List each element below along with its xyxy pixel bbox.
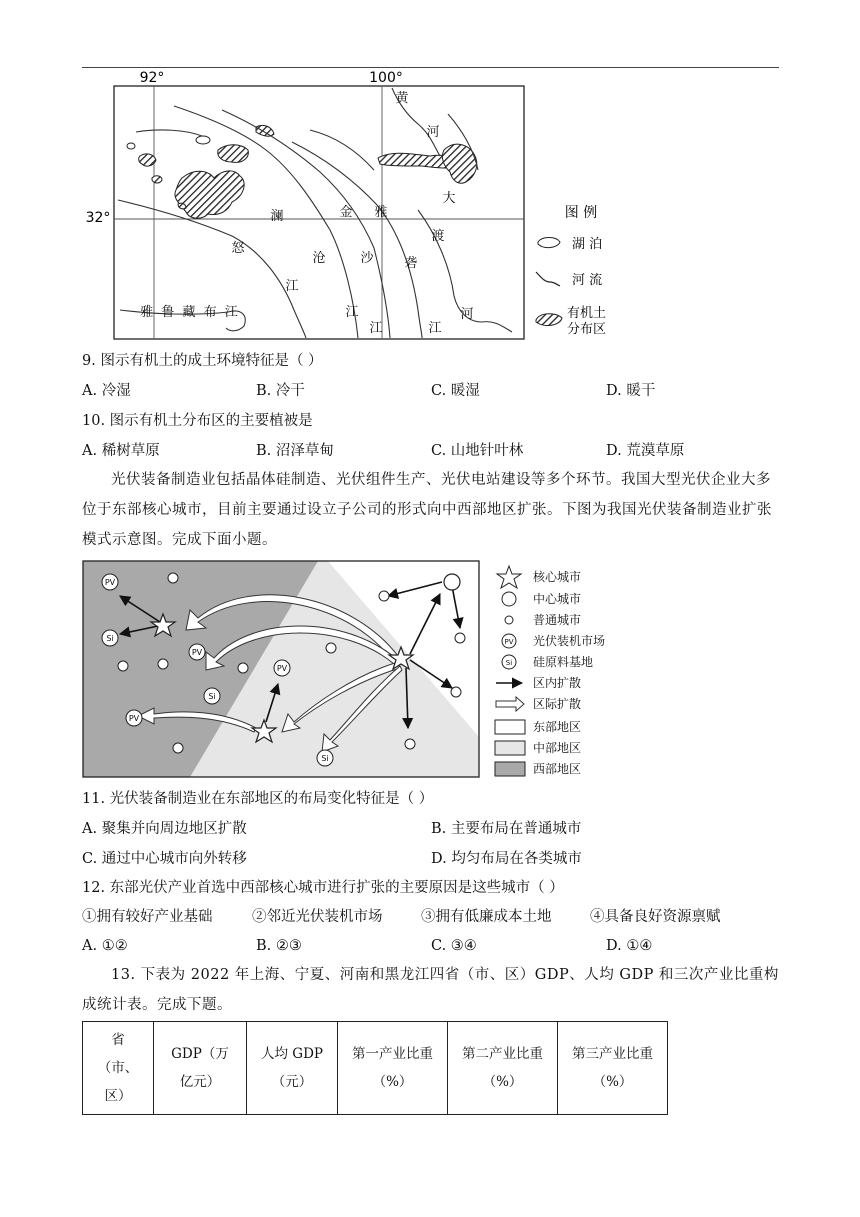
legend-core-icon: [497, 566, 521, 588]
map2-legend: [495, 566, 605, 776]
lat-label-32: 32°: [85, 210, 111, 226]
legend-normal-icon: [505, 616, 513, 624]
legend-inter-label: 区际扩散: [533, 697, 582, 711]
q12-item-4: ④具备良好资源禀赋: [590, 909, 721, 925]
center-city: [444, 574, 460, 590]
pv-label-3: PV: [276, 664, 288, 673]
legend-lake-label: 湖 泊: [572, 237, 603, 252]
label-lancang-2: 沧: [312, 251, 326, 266]
legend-si-icon-text: Si: [505, 659, 513, 667]
legend-intra-label: 区内扩散: [533, 676, 582, 690]
organic-soil-area-strip: [256, 125, 274, 136]
normal-city-7: [379, 591, 389, 601]
header-rule: [82, 67, 779, 68]
si-label-1: Si: [106, 634, 114, 643]
legend-middle-swatch: [495, 741, 525, 755]
legend-pv-icon-text: PV: [504, 638, 514, 646]
legend-si-label: 硅原料基地: [533, 655, 594, 669]
lon-label-100: 100°: [369, 70, 403, 86]
legend-organic-label-1: 有机土: [567, 306, 607, 321]
label-dadu-1: 大: [442, 191, 456, 206]
organic-soil-area-left: [139, 154, 156, 166]
q11-option-d[interactable]: D. 均匀布局在各类城市: [431, 851, 582, 867]
pv-label-4: PV: [128, 714, 140, 723]
legend-center-icon: [502, 592, 516, 606]
legend-west-swatch: [495, 762, 525, 776]
normal-city-5: [173, 743, 183, 753]
q12-stem: 12. 东部光伏产业首选中西部核心城市进行扩张的主要原因是这些城市（ ）: [82, 880, 564, 896]
normal-city-8: [455, 633, 465, 643]
normal-city-6: [326, 643, 336, 653]
legend-inter-icon: [496, 697, 524, 711]
table-header-row: [83, 1022, 668, 1115]
legend-normal-label: 普通城市: [533, 613, 582, 627]
legend-river-icon: [536, 272, 560, 286]
lake-1: [196, 136, 210, 144]
organic-soil-area-small: [152, 176, 162, 183]
si-label-2: Si: [208, 692, 216, 701]
table-header-gdp: GDP（万 亿元）: [154, 1022, 247, 1115]
label-nu-2: 江: [285, 279, 299, 294]
q12-item-1: ①拥有较好产业基础: [82, 909, 213, 925]
q10-option-b[interactable]: B. 沼泽草甸: [256, 443, 334, 459]
organic-soil-area-large: [175, 171, 244, 218]
river-trib-2: [310, 130, 374, 170]
organic-soil-area-right: [218, 145, 249, 163]
q11-option-c[interactable]: C. 通过中心城市向外转移: [82, 851, 247, 867]
label-yarlung: 雅 鲁 藏 布 江: [140, 305, 240, 320]
label-dadu-3: 河: [460, 307, 474, 322]
normal-city-1: [168, 573, 178, 583]
legend-east-swatch: [495, 720, 525, 734]
river-trib-1: [136, 130, 202, 136]
legend-title: 图 例: [564, 205, 598, 221]
legend-west-label: 西部地区: [533, 762, 582, 776]
legend-east-label: 东部地区: [533, 720, 582, 734]
pv-label-2: PV: [191, 648, 203, 657]
table-header-province: 省 （市、 区）: [83, 1022, 154, 1115]
label-ya-3: 江: [428, 321, 442, 336]
q11-option-a[interactable]: A. 聚集并向周边地区扩散: [82, 821, 247, 837]
q10-stem: 10. 图示有机土分布区的主要植被是: [82, 413, 313, 429]
si-label-3: Si: [321, 754, 329, 763]
normal-city-3: [158, 659, 168, 669]
label-huang-2: 河: [426, 125, 440, 140]
q12-option-c[interactable]: C. ③④: [431, 938, 477, 954]
label-ya-2: 砻: [404, 256, 418, 271]
passage-pv: 光伏装备制造业包括晶体硅制造、光伏组件生产、光伏电站建设等多个环节。我国大型光伏企业大多位于东部核心城市，目前主要通过设立子公司的形式向中西部地区扩张。下图为我国光伏装备制造业扩张模式示意图。完成下面小题。: [82, 472, 772, 548]
q12-option-d[interactable]: D. ①④: [606, 938, 653, 954]
legend-middle-label: 中部地区: [533, 741, 582, 755]
label-ya-1: 雅: [374, 205, 388, 220]
river-jinsha: [222, 110, 390, 338]
legend-center-label: 中心城市: [533, 592, 582, 606]
label-jinsha-1: 金: [339, 205, 353, 220]
map1-legend: [536, 205, 606, 337]
lon-label-92: 92°: [139, 70, 165, 86]
pv-label-1: PV: [104, 578, 116, 587]
legend-organic-label-2: 分布区: [567, 322, 607, 337]
q10-option-c[interactable]: C. 山地针叶林: [431, 443, 524, 459]
normal-city-4: [238, 663, 248, 673]
q9-stem: 9. 图示有机土的成土环境特征是（ ）: [82, 353, 323, 369]
normal-city-9: [451, 687, 461, 697]
q12-item-3: ③拥有低廉成本土地: [421, 909, 552, 925]
label-nu-1: 怒: [231, 241, 245, 256]
organic-soil-area-small2: [178, 203, 186, 209]
legend-organic-icon: [536, 314, 562, 326]
pv-expansion-diagram: [82, 556, 642, 786]
table-header-primary: 第一产业比重 （%）: [338, 1022, 448, 1115]
normal-city-2: [118, 661, 128, 671]
q12-option-b[interactable]: B. ②③: [256, 938, 302, 954]
q12-item-2: ②邻近光伏装机市场: [252, 909, 383, 925]
label-lancang-3: 江: [345, 305, 359, 320]
q10-option-d[interactable]: D. 荒漠草原: [606, 443, 685, 459]
legend-pv-label: 光伏装机市场: [533, 634, 606, 648]
label-lancang-1: 澜: [270, 209, 284, 224]
table-header-tertiary: 第三产业比重 （%）: [558, 1022, 668, 1115]
q13-intro: 13. 下表为 2022 年上海、宁夏、河南和黑龙江四省（市、区）GDP、人均 GDP 和三次产业比重构成统计表。完成下题。: [82, 967, 779, 1013]
table-header-gdp-per-capita: 人均 GDP （元）: [247, 1022, 338, 1115]
q11-option-b[interactable]: B. 主要布局在普通城市: [431, 821, 582, 837]
label-huang-1: 黄: [395, 91, 409, 106]
q11-stem: 11. 光伏装备制造业在东部地区的布局变化特征是（ ）: [82, 791, 434, 807]
q9-option-b[interactable]: B. 冷干: [256, 383, 305, 399]
legend-core-label: 核心城市: [533, 570, 582, 584]
label-jinsha-3: 江: [369, 321, 383, 336]
q10-option-a[interactable]: A. 稀树草原: [82, 443, 160, 459]
lake-2: [127, 143, 135, 149]
legend-lake-icon: [538, 238, 560, 248]
q12-option-a[interactable]: A. ①②: [82, 938, 128, 954]
q9-option-a[interactable]: A. 冷湿: [82, 383, 131, 399]
label-dadu-2: 渡: [431, 229, 445, 244]
q9-option-d[interactable]: D. 暖干: [606, 383, 656, 399]
table-header-secondary: 第二产业比重 （%）: [448, 1022, 558, 1115]
normal-city-10: [405, 739, 415, 749]
q9-option-c[interactable]: C. 暖湿: [431, 383, 480, 399]
label-jinsha-2: 沙: [360, 251, 374, 266]
organic-soil-map: [82, 70, 642, 345]
legend-river-label: 河 流: [572, 273, 603, 288]
stat-table: [82, 1021, 668, 1115]
